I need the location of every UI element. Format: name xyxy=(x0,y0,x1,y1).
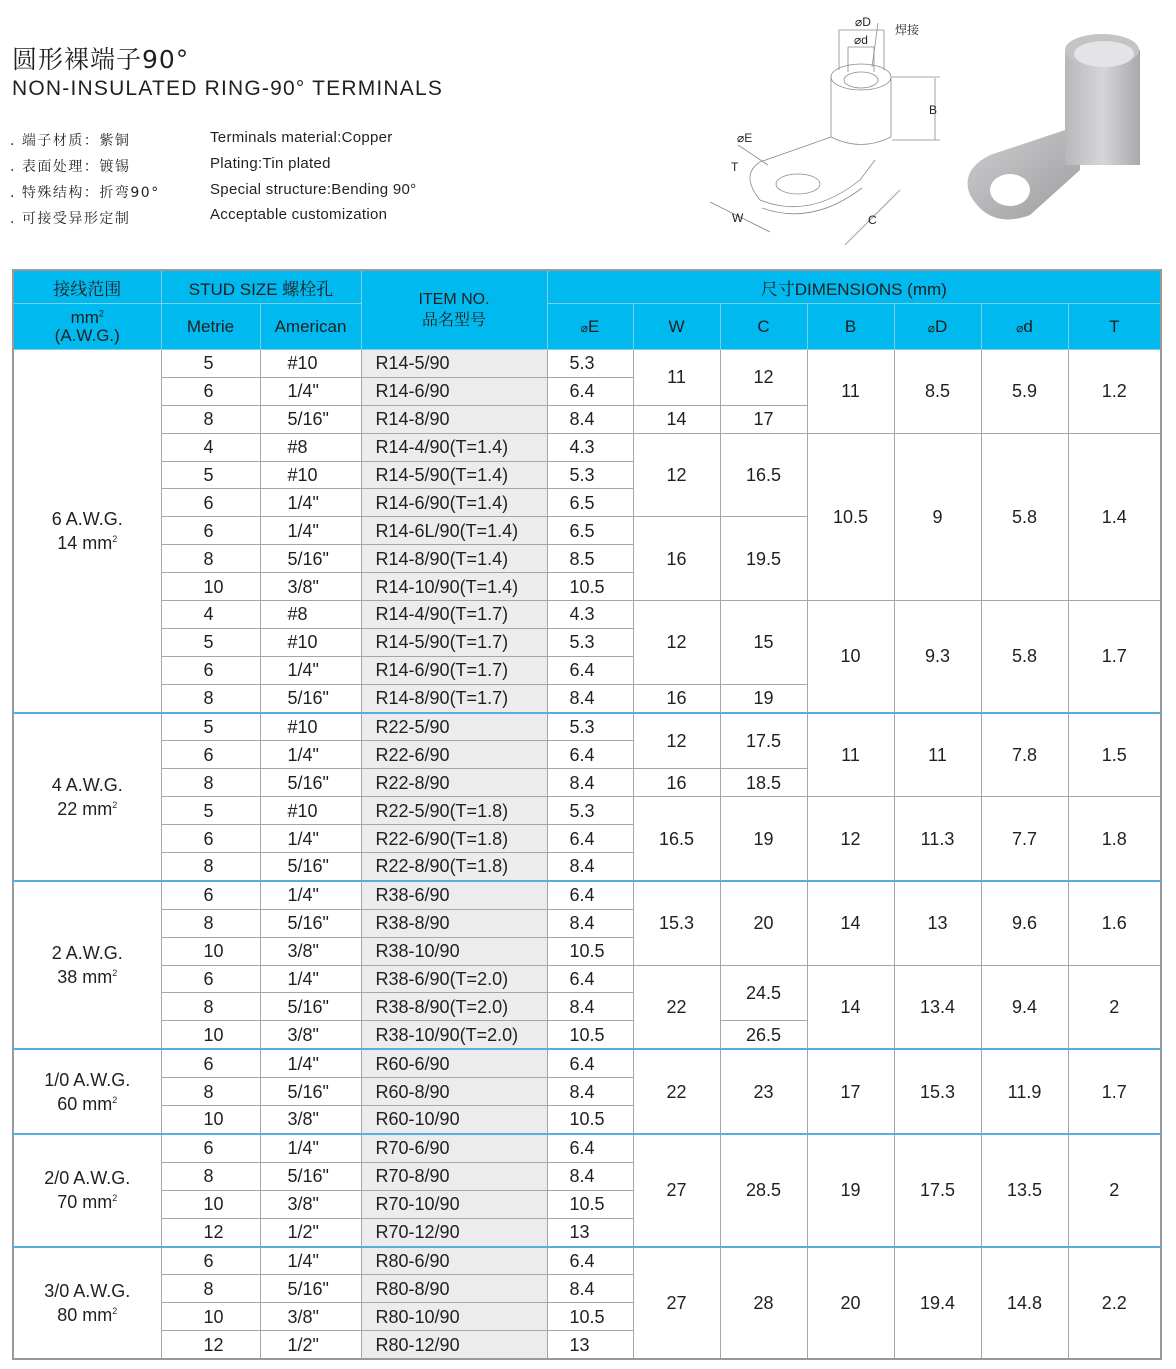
dim-W-cell: 16.5 xyxy=(633,797,720,881)
header-item-no xyxy=(361,270,547,350)
dim-T-cell: 1.7 xyxy=(1068,1049,1161,1134)
header-wire-unit-sup: 2 xyxy=(98,307,104,318)
american-stud-cell: #10 xyxy=(260,461,361,489)
american-stud-cell: 3/8" xyxy=(260,1106,361,1134)
dim-D-cell: 11 xyxy=(894,713,981,797)
metric-stud-cell: 8 xyxy=(161,853,260,881)
metric-stud-cell: 6 xyxy=(161,1247,260,1275)
dim-E-cell: 6.4 xyxy=(547,377,633,405)
american-stud-cell: #8 xyxy=(260,433,361,461)
american-stud-cell: 5/16" xyxy=(260,1162,361,1190)
item-no-cell: R38-6/90(T=2.0) xyxy=(361,965,547,993)
header-stud-size: STUD SIZE 螺栓孔 xyxy=(161,270,361,304)
dim-W-cell: 16 xyxy=(633,684,720,712)
dim-E-cell: 8.4 xyxy=(547,1275,633,1303)
dim-B-cell: 14 xyxy=(807,965,894,1049)
dim-W-cell: 27 xyxy=(633,1247,720,1360)
item-no-cell: R14-10/90(T=1.4) xyxy=(361,573,547,601)
header-dim-T: T xyxy=(1068,304,1161,350)
dim-d-cell: 13.5 xyxy=(981,1134,1068,1247)
dim-T-cell: 2 xyxy=(1068,1134,1161,1247)
dim-E-cell: 6.4 xyxy=(547,656,633,684)
item-no-cell: R38-10/90 xyxy=(361,937,547,965)
mm2-label: 38 $mm^2$ xyxy=(57,967,118,988)
dim-E-cell: 8.4 xyxy=(547,1078,633,1106)
dim-W-cell: 16 xyxy=(633,517,720,601)
awg-label: 4 A.W.G. xyxy=(51,774,123,795)
header-wire-unit-mm: mm xyxy=(70,307,99,327)
american-stud-cell: #10 xyxy=(260,713,361,741)
table-row xyxy=(13,433,1161,461)
dim-E-cell: 5.3 xyxy=(547,628,633,656)
dim-d-cell: 5.8 xyxy=(981,433,1068,600)
american-stud-cell: 1/4" xyxy=(260,741,361,769)
mm2-label: 60 $mm^2$ xyxy=(57,1093,118,1114)
terminal-spec-table xyxy=(12,269,1162,1360)
dim-E-cell: 5.3 xyxy=(547,461,633,489)
awg-label: 2/0 A.W.G. xyxy=(44,1168,131,1189)
item-no-cell: R60-6/90 xyxy=(361,1049,547,1077)
dim-W-cell: 12 xyxy=(633,713,720,769)
american-stud-cell: 5/16" xyxy=(260,769,361,797)
dim-B-cell: 11 xyxy=(807,350,894,434)
dim-E-cell: 4.3 xyxy=(547,601,633,629)
american-stud-cell: 1/4" xyxy=(260,1134,361,1162)
dim-C-cell: 15 xyxy=(720,601,807,685)
dim-C-cell: 19 xyxy=(720,684,807,712)
spec-plating-cn: . 表面处理：镀锡 xyxy=(10,159,131,175)
diameter-icon: ⌀ xyxy=(927,320,935,335)
item-no-cell: R14-8/90(T=1.4) xyxy=(361,545,547,573)
dim-E-cell: 8.4 xyxy=(547,853,633,881)
dim-W-cell: 14 xyxy=(633,405,720,433)
american-stud-cell: 1/4" xyxy=(260,489,361,517)
dim-B-cell: 10.5 xyxy=(807,433,894,600)
american-stud-cell: 3/8" xyxy=(260,573,361,601)
header-dim-D: ⌀D xyxy=(894,304,981,350)
american-stud-cell: 5/16" xyxy=(260,993,361,1021)
item-no-cell: R14-6/90(T=1.4) xyxy=(361,489,547,517)
metric-stud-cell: 4 xyxy=(161,601,260,629)
american-stud-cell: 1/2" xyxy=(260,1331,361,1359)
diagram-label-T: T xyxy=(731,160,739,174)
dim-E-cell: 10.5 xyxy=(547,573,633,601)
dim-D-cell: 13 xyxy=(894,881,981,965)
awg-label: 1/0 A.W.G. xyxy=(44,1069,131,1090)
metric-stud-cell: 6 xyxy=(161,825,260,853)
dim-C-cell: 20 xyxy=(720,881,807,965)
dim-B-cell: 17 xyxy=(807,1049,894,1134)
american-stud-cell: #10 xyxy=(260,350,361,378)
dim-E-cell: 10.5 xyxy=(547,937,633,965)
wire-range-cell xyxy=(13,350,161,713)
dim-E-cell: 10.5 xyxy=(547,1021,633,1049)
dim-T-cell: 1.5 xyxy=(1068,713,1161,797)
diameter-icon: ⌀ xyxy=(580,320,588,335)
diagram-label-weld: 焊接 xyxy=(895,23,920,37)
item-no-cell: R14-5/90(T=1.4) xyxy=(361,461,547,489)
item-no-cell: R14-6L/90(T=1.4) xyxy=(361,517,547,545)
metric-stud-cell: 4 xyxy=(161,433,260,461)
dim-D-cell: 8.5 xyxy=(894,350,981,434)
terminal-product-photo xyxy=(960,30,1170,230)
american-stud-cell: 5/16" xyxy=(260,1078,361,1106)
dim-E-cell: 13 xyxy=(547,1331,633,1359)
item-no-cell: R14-5/90 xyxy=(361,350,547,378)
mm2-label: 22 $mm^2$ xyxy=(57,798,118,819)
dim-E-cell: 8.5 xyxy=(547,545,633,573)
dim-D-cell: 17.5 xyxy=(894,1134,981,1247)
item-no-cell: R14-4/90(T=1.7) xyxy=(361,601,547,629)
metric-stud-cell: 5 xyxy=(161,350,260,378)
dim-T-cell: 1.4 xyxy=(1068,433,1161,600)
american-stud-cell: #10 xyxy=(260,628,361,656)
metric-stud-cell: 8 xyxy=(161,545,260,573)
dim-W-cell: 12 xyxy=(633,433,720,517)
dim-B-cell: 19 xyxy=(807,1134,894,1247)
table-row xyxy=(13,797,1161,825)
item-no-cell: R22-5/90 xyxy=(361,713,547,741)
item-no-cell: R14-4/90(T=1.4) xyxy=(361,433,547,461)
dim-C-cell: 19.5 xyxy=(720,517,807,601)
dim-D-cell: 9 xyxy=(894,433,981,600)
dim-C-cell: 17 xyxy=(720,405,807,433)
mm2-label: 80 $mm^2$ xyxy=(57,1304,118,1325)
dim-d-cell: 9.6 xyxy=(981,881,1068,965)
dim-C-cell: 28 xyxy=(720,1247,807,1360)
dim-E-cell: 6.4 xyxy=(547,881,633,909)
dim-E-cell: 13 xyxy=(547,1218,633,1246)
metric-stud-cell: 6 xyxy=(161,965,260,993)
mm2-label: 14 $mm^2$ xyxy=(57,532,118,553)
awg-label: 2 A.W.G. xyxy=(51,943,123,964)
dim-W-cell: 16 xyxy=(633,769,720,797)
header-wire-range: 接线范围 xyxy=(13,270,161,304)
header-item-no-cn: 品名型号 xyxy=(422,312,487,329)
american-stud-cell: 5/16" xyxy=(260,1275,361,1303)
wire-range-cell xyxy=(13,1247,161,1360)
header-american: American xyxy=(260,304,361,350)
dim-E-cell: 8.4 xyxy=(547,684,633,712)
diagram-label-D: ⌀D xyxy=(855,15,871,29)
header-dim-E: ⌀E xyxy=(547,304,633,350)
header-item-no-en: ITEM NO. xyxy=(418,291,490,308)
dim-B-cell: 14 xyxy=(807,881,894,965)
item-no-cell: R14-8/90 xyxy=(361,405,547,433)
dim-C-cell: 16.5 xyxy=(720,433,807,517)
dim-d-cell: 14.8 xyxy=(981,1247,1068,1360)
dim-d-cell: 7.8 xyxy=(981,713,1068,797)
metric-stud-cell: 12 xyxy=(161,1218,260,1246)
header-dim-C: C xyxy=(720,304,807,350)
dim-C-cell: 26.5 xyxy=(720,1021,807,1049)
american-stud-cell: 5/16" xyxy=(260,405,361,433)
page-title-en: NON-INSULATED RING-90° TERMINALS xyxy=(12,77,444,100)
item-no-cell: R38-6/90 xyxy=(361,881,547,909)
item-no-cell: R80-8/90 xyxy=(361,1275,547,1303)
dim-E-cell: 6.5 xyxy=(547,489,633,517)
american-stud-cell: 1/4" xyxy=(260,825,361,853)
metric-stud-cell: 8 xyxy=(161,1275,260,1303)
american-stud-cell: 5/16" xyxy=(260,545,361,573)
item-no-cell: R22-6/90 xyxy=(361,741,547,769)
dim-C-cell: 17.5 xyxy=(720,713,807,769)
dim-E-cell: 6.4 xyxy=(547,741,633,769)
dim-C-cell: 19 xyxy=(720,797,807,881)
american-stud-cell: 1/4" xyxy=(260,656,361,684)
spec-structure-cn: . 特殊结构：折弯90° xyxy=(10,185,160,201)
item-no-cell: R80-12/90 xyxy=(361,1331,547,1359)
dim-C-cell: 24.5 xyxy=(720,965,807,1021)
metric-stud-cell: 6 xyxy=(161,1049,260,1077)
dim-E-cell: 5.3 xyxy=(547,350,633,378)
american-stud-cell: 1/4" xyxy=(260,377,361,405)
dim-E-cell: 8.4 xyxy=(547,405,633,433)
metric-stud-cell: 8 xyxy=(161,405,260,433)
dim-W-cell: 22 xyxy=(633,965,720,1049)
metric-stud-cell: 6 xyxy=(161,656,260,684)
item-no-cell: R38-8/90 xyxy=(361,909,547,937)
metric-stud-cell: 5 xyxy=(161,628,260,656)
metric-stud-cell: 12 xyxy=(161,1331,260,1359)
header-dim-W: W xyxy=(633,304,720,350)
metric-stud-cell: 8 xyxy=(161,769,260,797)
dim-E-cell: 4.3 xyxy=(547,433,633,461)
table-row xyxy=(13,1247,1161,1275)
american-stud-cell: 5/16" xyxy=(260,684,361,712)
dim-E-cell: 10.5 xyxy=(547,1190,633,1218)
item-no-cell: R38-8/90(T=2.0) xyxy=(361,993,547,1021)
dim-W-cell: 22 xyxy=(633,1049,720,1134)
metric-stud-cell: 10 xyxy=(161,937,260,965)
american-stud-cell: 1/4" xyxy=(260,965,361,993)
dim-D-cell: 15.3 xyxy=(894,1049,981,1134)
diagram-label-C: C xyxy=(868,213,877,227)
table-row xyxy=(13,1049,1161,1077)
metric-stud-cell: 5 xyxy=(161,797,260,825)
metric-stud-cell: 8 xyxy=(161,1162,260,1190)
dim-B-cell: 20 xyxy=(807,1247,894,1360)
dim-d-cell: 9.4 xyxy=(981,965,1068,1049)
item-no-cell: R70-10/90 xyxy=(361,1190,547,1218)
wire-range-cell xyxy=(13,713,161,881)
dim-W-cell: 11 xyxy=(633,350,720,406)
dim-d-cell: 5.9 xyxy=(981,350,1068,434)
mm2-label: 70 $mm^2$ xyxy=(57,1192,118,1213)
dim-T-cell: 1.8 xyxy=(1068,797,1161,881)
table-row xyxy=(13,601,1161,629)
header-dim-d: ⌀d xyxy=(981,304,1068,350)
metric-stud-cell: 10 xyxy=(161,1106,260,1134)
item-no-cell: R70-8/90 xyxy=(361,1162,547,1190)
dim-E-cell: 6.4 xyxy=(547,1247,633,1275)
dim-C-cell: 23 xyxy=(720,1049,807,1134)
american-stud-cell: 1/2" xyxy=(260,1218,361,1246)
spec-custom-en: Acceptable customization xyxy=(210,206,388,223)
dim-E-cell: 6.4 xyxy=(547,1049,633,1077)
american-stud-cell: 3/8" xyxy=(260,1303,361,1331)
header-dim-B: B xyxy=(807,304,894,350)
dim-E-cell: 10.5 xyxy=(547,1106,633,1134)
item-no-cell: R22-5/90(T=1.8) xyxy=(361,797,547,825)
item-no-cell: R22-8/90(T=1.8) xyxy=(361,853,547,881)
terminal-dimension-diagram xyxy=(700,0,950,250)
dim-B-cell: 10 xyxy=(807,601,894,713)
dim-W-cell: 27 xyxy=(633,1134,720,1247)
american-stud-cell: #8 xyxy=(260,601,361,629)
dim-W-cell: 12 xyxy=(633,601,720,685)
metric-stud-cell: 8 xyxy=(161,1078,260,1106)
dim-T-cell: 1.7 xyxy=(1068,601,1161,713)
spec-structure-en: Special structure:Bending 90° xyxy=(210,181,417,198)
dim-E-cell: 8.4 xyxy=(547,993,633,1021)
item-no-cell: R60-8/90 xyxy=(361,1078,547,1106)
spec-material-en: Terminals material:Copper xyxy=(210,129,393,146)
metric-stud-cell: 5 xyxy=(161,461,260,489)
dim-E-cell: 5.3 xyxy=(547,713,633,741)
item-no-cell: R70-6/90 xyxy=(361,1134,547,1162)
dim-E-cell: 10.5 xyxy=(547,1303,633,1331)
dim-E-cell: 6.4 xyxy=(547,965,633,993)
dim-T-cell: 2.2 xyxy=(1068,1247,1161,1360)
table-row xyxy=(13,881,1161,909)
dim-D-cell: 11.3 xyxy=(894,797,981,881)
wire-range-cell xyxy=(13,881,161,1049)
wire-range-cell xyxy=(13,1049,161,1134)
table-row xyxy=(13,965,1161,993)
american-stud-cell: 1/4" xyxy=(260,517,361,545)
header-wire-unit-awg: (A.W.G.) xyxy=(54,325,120,345)
page-title-cn: 圆形裸端子90° xyxy=(12,45,190,74)
dim-d-cell: 5.8 xyxy=(981,601,1068,713)
american-stud-cell: 3/8" xyxy=(260,1021,361,1049)
metric-stud-cell: 6 xyxy=(161,881,260,909)
item-no-cell: R14-5/90(T=1.7) xyxy=(361,628,547,656)
item-no-cell: R22-6/90(T=1.8) xyxy=(361,825,547,853)
american-stud-cell: 5/16" xyxy=(260,853,361,881)
metric-stud-cell: 6 xyxy=(161,1134,260,1162)
dim-T-cell: 1.6 xyxy=(1068,881,1161,965)
american-stud-cell: 1/4" xyxy=(260,1247,361,1275)
header-wire-unit xyxy=(13,304,161,350)
metric-stud-cell: 8 xyxy=(161,909,260,937)
diagram-label-E: ⌀E xyxy=(737,131,753,145)
diameter-icon: ⌀ xyxy=(1016,320,1024,335)
metric-stud-cell: 10 xyxy=(161,573,260,601)
dim-C-cell: 12 xyxy=(720,350,807,406)
dim-E-cell: 8.4 xyxy=(547,1162,633,1190)
dim-E-cell: 8.4 xyxy=(547,909,633,937)
dim-B-cell: 11 xyxy=(807,713,894,797)
metric-stud-cell: 6 xyxy=(161,741,260,769)
american-stud-cell: 1/4" xyxy=(260,1049,361,1077)
american-stud-cell: #10 xyxy=(260,797,361,825)
item-no-cell: R80-10/90 xyxy=(361,1303,547,1331)
dim-T-cell: 1.2 xyxy=(1068,350,1161,434)
table-row xyxy=(13,350,1161,378)
metric-stud-cell: 8 xyxy=(161,684,260,712)
dim-E-cell: 6.5 xyxy=(547,517,633,545)
metric-stud-cell: 10 xyxy=(161,1303,260,1331)
american-stud-cell: 5/16" xyxy=(260,909,361,937)
diagram-label-d: ⌀d xyxy=(854,33,868,47)
metric-stud-cell: 10 xyxy=(161,1190,260,1218)
item-no-cell: R60-10/90 xyxy=(361,1106,547,1134)
awg-label: 3/0 A.W.G. xyxy=(44,1280,131,1301)
metric-stud-cell: 10 xyxy=(161,1021,260,1049)
item-no-cell: R14-6/90(T=1.7) xyxy=(361,656,547,684)
header-dimensions: 尺寸DIMENSIONS (mm) xyxy=(547,270,1161,304)
dim-E-cell: 5.3 xyxy=(547,797,633,825)
metric-stud-cell: 8 xyxy=(161,993,260,1021)
dim-D-cell: 9.3 xyxy=(894,601,981,713)
item-no-cell: R70-12/90 xyxy=(361,1218,547,1246)
item-no-cell: R14-8/90(T=1.7) xyxy=(361,684,547,712)
diagram-label-B: B xyxy=(929,103,938,117)
wire-range-cell xyxy=(13,1134,161,1247)
spec-plating-en: Plating:Tin plated xyxy=(210,155,331,172)
spec-custom-cn: . 可接受异形定制 xyxy=(10,211,131,227)
diagram-label-W: W xyxy=(732,211,744,225)
dim-C-cell: 28.5 xyxy=(720,1134,807,1247)
item-no-cell: R14-6/90 xyxy=(361,377,547,405)
dim-D-cell: 13.4 xyxy=(894,965,981,1049)
dim-D-cell: 19.4 xyxy=(894,1247,981,1360)
header-metric: Metrie xyxy=(161,304,260,350)
dim-C-cell: 18.5 xyxy=(720,769,807,797)
metric-stud-cell: 6 xyxy=(161,489,260,517)
dim-B-cell: 12 xyxy=(807,797,894,881)
metric-stud-cell: 5 xyxy=(161,713,260,741)
item-no-cell: R80-6/90 xyxy=(361,1247,547,1275)
dim-E-cell: 6.4 xyxy=(547,1134,633,1162)
dim-E-cell: 6.4 xyxy=(547,825,633,853)
dim-E-cell: 8.4 xyxy=(547,769,633,797)
american-stud-cell: 1/4" xyxy=(260,881,361,909)
american-stud-cell: 3/8" xyxy=(260,937,361,965)
dim-T-cell: 2 xyxy=(1068,965,1161,1049)
table-row xyxy=(13,713,1161,741)
dim-W-cell: 15.3 xyxy=(633,881,720,965)
american-stud-cell: 3/8" xyxy=(260,1190,361,1218)
dim-d-cell: 7.7 xyxy=(981,797,1068,881)
awg-label: 6 A.W.G. xyxy=(51,508,123,529)
spec-material-cn: . 端子材质：紫铜 xyxy=(10,133,131,149)
dim-d-cell: 11.9 xyxy=(981,1049,1068,1134)
item-no-cell: R22-8/90 xyxy=(361,769,547,797)
item-no-cell: R38-10/90(T=2.0) xyxy=(361,1021,547,1049)
table-row xyxy=(13,1134,1161,1162)
metric-stud-cell: 6 xyxy=(161,517,260,545)
metric-stud-cell: 6 xyxy=(161,377,260,405)
